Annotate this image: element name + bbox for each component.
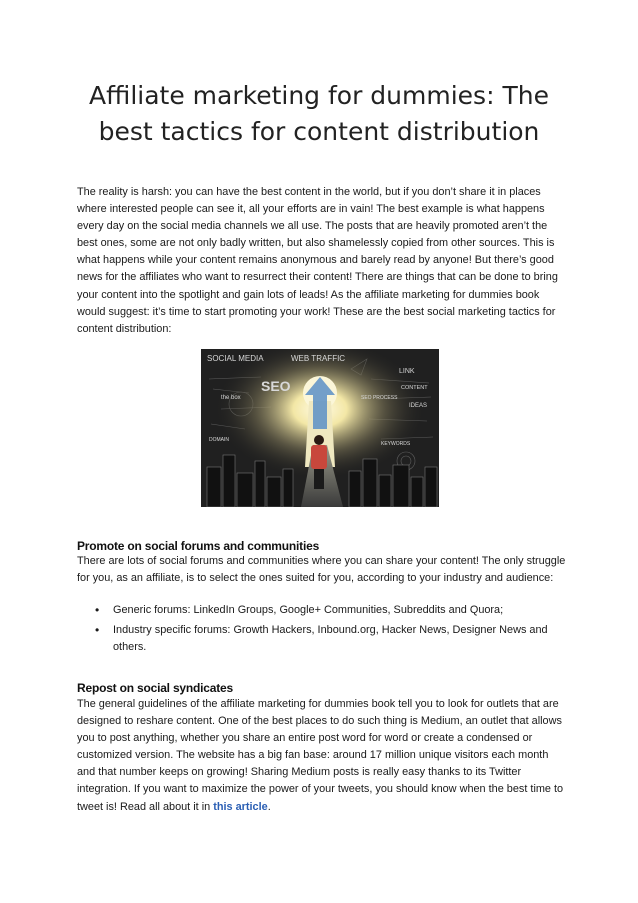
forums-bullet-list — [95, 602, 565, 659]
section-heading-forums: Promote on social forums and communities — [77, 539, 320, 553]
syndicates-paragraph — [77, 696, 567, 816]
list-item: • Generic forums: LinkedIn Groups, Google+ Communities, Subreddits and Quora; — [95, 602, 565, 619]
label-keywords: KEYWORDS — [381, 441, 411, 447]
label-seo-process: SEO PROCESS — [361, 395, 398, 401]
label-ideas: IDEAS — [409, 403, 428, 409]
label-link: LINK — [399, 368, 415, 375]
label-domain: DOMAIN — [209, 437, 229, 443]
label-social-media: SOCIAL MEDIA — [207, 354, 264, 363]
list-item: • Industry specific forums: Growth Hackers, Inbound.org, Hacker News, Designer News and others. — [95, 622, 565, 656]
this-article-link[interactable]: this article — [213, 800, 268, 813]
label-content: CONTENT — [401, 385, 428, 391]
label-the-box: the box — [221, 395, 241, 401]
forums-paragraph: There are lots of social forums and communities where you can share your content! The only struggle for you, as an affiliate, is to select the ones suited for you, according to your industry and audience: — [77, 555, 566, 585]
seo-hero-image — [201, 349, 439, 507]
page-title: Affiliate marketing for dummies: The best tactics for content distribution — [89, 81, 549, 146]
section-heading-syndicates: Repost on social syndicates — [77, 681, 233, 695]
intro-paragraph: The reality is harsh: you can have the best content in the world, but if you don’t share it in places where interested people can see it, all your efforts are in vain! The best example is what happens every day on the social media channels we all use. The posts that are heavily promoted aren’t the best ones, some are not only badly written, but also shamelessly copied from other sources. This is what happens while your content remains anonymous and barely read by anyone! But there’s good news for the affiliates who want to resurrect their content! There are things that can be done to bring your content into the spotlight and gain lots of leads! As the affiliate marketing for dummies book would suggest: it’s time to start promoting your work! These are the best social marketing tactics for content distribution: — [77, 186, 558, 335]
label-web-traffic: WEB TRAFFIC — [291, 354, 346, 363]
syndicates-body-text: The general guidelines of the affiliate marketing for dummies book tell you to look for outlets that are designed to reshare content. One of the best places to do such thing is Medium, an outlet that allows you to post anything, whether you share an entire post word for word or create a condensed or customized version. The website has a big fan base: around 17 million unique visitors each month and that number keeps on growing! Sharing Medium posts is really easy thanks to its Twitter integration. If you want to maximize the power of your tweets, you should know when the best time to tweet is! Read all about it in — [77, 698, 564, 813]
syndicates-tail: . — [267, 800, 271, 813]
label-seo: SEO — [261, 378, 291, 394]
